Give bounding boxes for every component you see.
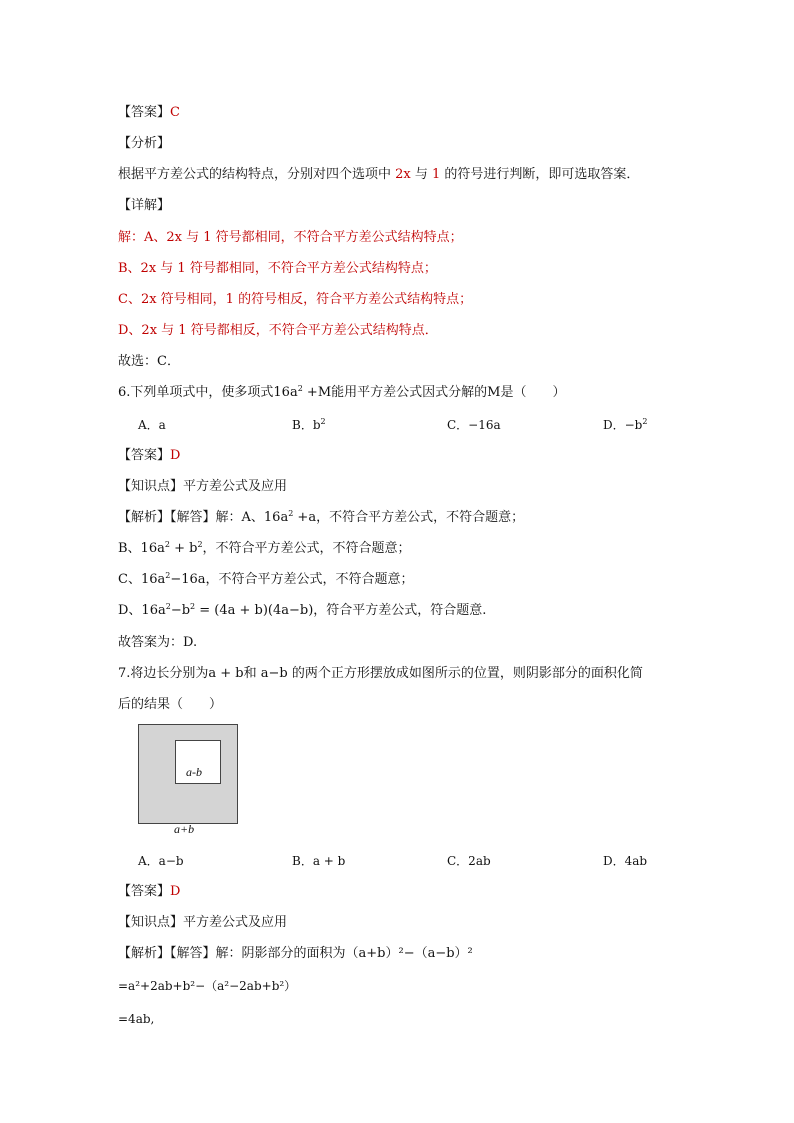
q6-option-a: A．a: [138, 418, 166, 432]
q7-stem-line2: 后的结果（ ）: [118, 697, 223, 712]
q6-solution-d: D、$16a^2-b^2 = (4a + b)(4a-b)$，符合平方差公式，符合题意.: [118, 602, 487, 618]
q6-knowledge-point: 【知识点】平方差公式及应用: [118, 479, 288, 494]
q7-answer-line: 【答案】D: [118, 884, 181, 899]
q5-detail-b: B、2x 与 1 符号都相同，不符合平方差公式结构特点；: [118, 261, 437, 276]
q6-solution-c: C、$16a^2-16a$，不符合平方差公式，不符合题意；: [118, 571, 414, 587]
q5-detail-c: C、2x 符号相同，1 的符号相反，符合平方差公式结构特点；: [118, 292, 473, 307]
q6-stem: 6.下列单项式中，使多项式$16a^2 +M$能用平方差公式因式分解的M是（ ）: [118, 384, 566, 400]
q7-solution-line1: 【解析】【解答】解：阴影部分的面积为（a+b）²−（a−b）²: [118, 946, 473, 961]
inner-square: [175, 740, 221, 784]
q6-solution-a: 【解析】【解答】解：A、$16a^2 +a$，不符合平方差公式，不符合题意；: [118, 509, 525, 525]
outer-square-label: a+b: [174, 822, 195, 836]
q7-option-d: D．4ab: [603, 854, 648, 868]
q7-knowledge-point: 【知识点】平方差公式及应用: [118, 915, 288, 930]
q5-detail-tag: 【详解】: [118, 198, 171, 213]
q5-analysis-text: 根据平方差公式的结构特点，分别对四个选项中 2x 与 1 的符号进行判断，即可选取答案．: [118, 167, 640, 182]
squares-figure: [138, 724, 238, 824]
q5-choose: 故选：C．: [118, 354, 180, 369]
q6-answer-line: 【答案】D: [118, 448, 181, 463]
q7-solution-line3: =4ab,: [118, 1012, 155, 1026]
q7-stem-line1: 7.将边长分别为a + b和 a−b 的两个正方形摆放成如图所示的位置，则阴影部分的面积化简: [118, 666, 643, 681]
q6-option-d: D．$-b^2$: [603, 417, 648, 432]
q5-answer-line: [118, 104, 180, 122]
q6-option-b: B．$b^2$: [292, 417, 326, 432]
q5-detail-a: 解：A、2x 与 1 符号都相同，不符合平方差公式结构特点；: [118, 230, 463, 245]
q6-option-c: C．−16a: [447, 418, 501, 432]
q5-analysis-tag: 【分析】: [118, 136, 171, 151]
q5-detail-d: D、2x 与 1 符号都相反，不符合平方差公式结构特点．: [118, 323, 438, 338]
inner-square-label: a-b: [186, 765, 202, 779]
q7-option-a: A．a−b: [138, 854, 184, 868]
q7-solution-line2: =a²+2ab+b²−（a²−2ab+b²）: [118, 979, 297, 993]
q7-option-c: C．2ab: [447, 854, 491, 868]
q6-final-answer: 故答案为：D.: [118, 635, 198, 650]
answer-value: C: [170, 105, 180, 120]
answer-tag: 【答案】: [118, 105, 171, 120]
q6-solution-b: B、$16a^2 + b^2$，不符合平方差公式，不符合题意；: [118, 540, 411, 556]
q7-option-b: B．a + b: [292, 854, 346, 868]
